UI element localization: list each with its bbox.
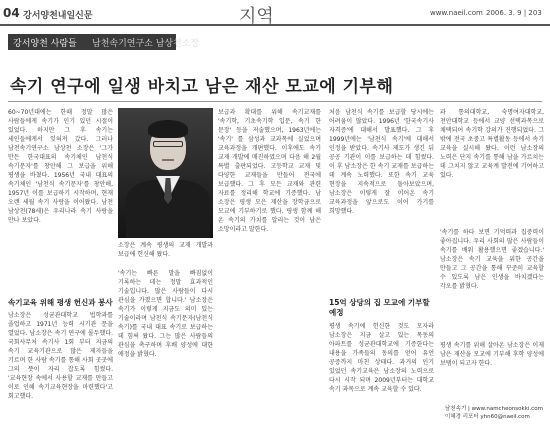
page-number: 04 — [3, 6, 20, 20]
article-column-3: 보급과 확대를 위해 속기교재를 '속기학, 기초속기학 입문, 속기 한 문장' 등을 저술했으며, 1963년에는 '속기' 를 삼성과 교과목에 실었으며 교육과정을 개편했다. 이후에도 속기 교재 개발에 매진하였으며 다음 해 2월 특별 출판되었다. 고등학교 교재 및 다양한 교재들을 만들어 전국에 보급했다. 그 후 모든 교재와 관련 자료를 정리해 학교에 기증했다. 남 소장은 평생 모은 재산을 장학금으로 모교에 기부하기로 했다. 평생 함께 해 온 속기의 가치를 알리는 것이 남은 소망이라고 말한다. — [218, 109, 321, 233]
article-footer — [445, 405, 543, 421]
masthead — [0, 0, 550, 26]
portrait-photo — [118, 108, 213, 238]
article-column-5: 과 통의대학교, 숙명여자대학교, 천안대학교 등에서 교양 선택과목으로 채택되어 속기학 강의가 진행되었다. 그 밖에 전국 초중고 특별활동 등에서 속기 교육을 실시해 왔다. 이런 남소장의 노력은 단지 속기를 통해 남을 가르치는 데 그치지 않고 교육계 발전에 기여하고 있다. — [440, 109, 544, 179]
subheading-1: 속기교육 위해 평생 헌신과 봉사 — [8, 298, 113, 307]
article-column-5b: '속기를 하다 보면 기억력과 집중력이 좋아집니다. 우리 사회의 많은 사람들이 속기를 배워 활용했으면 좋겠습니다.' 남소장은 속기 교육을 위한 공간을 만들고 그 공간을 통해 꾸준히 교육할 수 있도록 남은 인생을 바치겠다는 각오를 밝혔다. — [440, 229, 544, 290]
photo-caption: 소장은 계속 평생의 교재 개발과 보급에 헌신해 왔다. — [118, 242, 213, 258]
section-title: 지역 — [239, 6, 274, 27]
article-column-2: '속기는 빠른 말을 빠짐없이 기록하는 데는 정말 효과적인 기술입니다. 많은 사람들이 다시 관심을 가졌으면 합니다.' 남소장은 속기가 이렇게 지금도 의미 있는 기술이라며 남천식 속기문자(남천식 속기)를 국내 대표 속기로 보급하는 데 힘써 왔다. 그는 많은 사람들의 관심을 촉구하며 후배 양성에 대한 애정을 밝혔다. — [118, 270, 213, 358]
subheading-2: 15억 상당의 집 모교에 기부할 예정 — [329, 298, 430, 317]
issue-meta: 2006. 3. 9 | 203 — [486, 9, 542, 17]
article-column-1b: 남소장은 성균관대학교 법학과를 졸업하고 1971년 능력 시기관 문을 열었다. 남소장은 속기 연구에 몰두했다. 국회사무처 속기사 1회 부터 지금의 속기 교육기관으로 많은 제자들을 기르며 한 사람 속기를 통해 사회 곳곳에 그의 뜻이 자리 잡도록 힘썼다. '교육현장 속에서 사용할 교재를 만들고 이로 인해 속기교육현장을 마련했다'고 회고했다. — [8, 312, 113, 400]
byline: 이혜경 리포터 yhn60@naeil.com — [445, 414, 530, 420]
article-title: 속기 연구에 일생 바치고 남은 재산 모교에 기부해 — [10, 77, 394, 97]
kicker-subtitle: 남천속기연구소 남상천소장 — [92, 39, 200, 49]
article-column-4b: 평생 속기에 헌신한 것도 모자라 남소장은 지금 살고 있는 목동의 아파트를 성균관대학교에 기증한다는 내용을 가족들의 동의를 얻어 유언 공증까지 마친 상태다. 과거의 인기 있었던 속기교육은 남소장의 노력으로 다시 시작 되며 2009년부터는 대학교 속기 과목으로 계속 교육할 수 있다. — [329, 323, 434, 393]
title-divider — [8, 101, 542, 102]
masthead-site: www.naeil.com — [430, 9, 483, 17]
article-column-5c: 평생 속기를 위해 살아온 남소장은 이제 남은 재산을 모교에 기부해 후학 양성에 보탬이 되고자 한다. — [440, 342, 544, 367]
paper-name: 강서양천내일신문 — [23, 11, 93, 21]
article-column-1: 60~70년대에는 한때 정말 많은 사람들에게 속기가 인기 있던 시절이 있었다. 하지만 그 후 속기는 세인들에게서 잊혀져 갔다. 그러나 남천속기연구소 남상천 소장은 '그가 만든 한국대표의 속기체인 남천식 속기문자'를 창안해 그 보급을 위해 평생을 바쳤다. 1956년 국내 대표의 속기체인 '남천식 속기문자'를 창안해, 1957년 이를 보급하기 시작하며, 현재 오랜 세월 속기 사랑을 이어왔다. 남천 남상천(78세)은 우리나라 속기 사랑을 만나 보았다. — [8, 109, 113, 224]
article-column-4: 처음 남천식 속기를 보급할 당시에는 어려움이 많았다. 1996년 '한국속기사 자격증'에 대해서 발표했다. 그 후 1999년에는 '남천식 속기'에 대해서 인정을 받았다. 속기사 제도가 생긴 뒤 공공 기관이 이를 보급하는 데 힘썼다. 이 후 남소장은 한 속기 교재를 보급하는 데 계속 노력했다. 또한 속기 교육 현장을 지속적으로 돌아보았으며, 남소장은 이렇게 잘 이어온 속기 교육과정을 앞으로도 이어 가기를 희망했다. — [329, 109, 434, 215]
kicker: 강서양천 사람들 — [13, 39, 77, 49]
contact-site: 남천속기 | www.namcheonsokki.com — [445, 406, 543, 412]
